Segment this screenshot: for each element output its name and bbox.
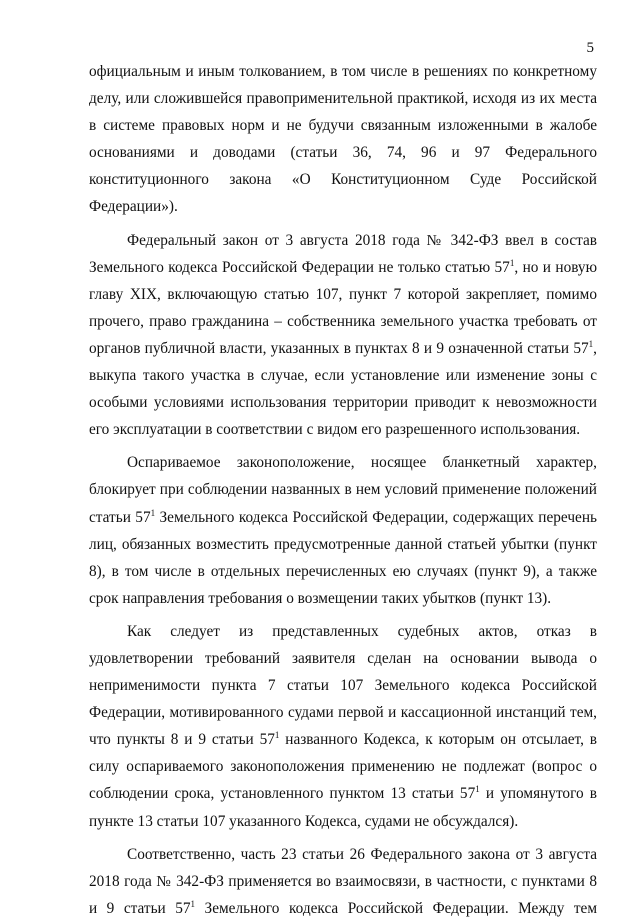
- text-line: Федеральный закон от 3 августа 2018 года № 342-ФЗ ввел в состав: [127, 231, 597, 249]
- text-line: срок направления требования о возмещении таких убытков (пункт 13).: [89, 589, 552, 607]
- text-line: статьи $57^1$ Земельного кодекса Российской Федерации, содержащих перечень: [89, 507, 597, 526]
- paragraph-p1: [89, 58, 597, 221]
- text-line: пункте 13 статьи 107 указанного Кодекса, судами не обсуждался).: [89, 812, 519, 830]
- text-line: блокирует при соблюдении названных в нем условий применение положений: [89, 481, 597, 499]
- text-line: лиц, обязанных возместить предусмотренные данной статьей убытки (пункт: [89, 535, 597, 553]
- page-number: 5: [586, 40, 594, 56]
- paragraph-p4: [89, 618, 597, 835]
- text-line: главу XIX, включающую статью 107, пункт 7 которой закрепляет, помимо: [89, 285, 597, 303]
- text-line: соблюдении срока, установленного пунктом 13 статьи $57^1$ и упомянутого в: [89, 784, 597, 803]
- text-line: выкупа такого участка в случае, если установление или изменение зоны с: [89, 367, 597, 385]
- text-line: Федерации, мотивированного судами первой и кассационной инстанций тем,: [89, 704, 597, 722]
- text-line: его эксплуатации в соответствии с видом его разрешенного использования.: [89, 421, 581, 439]
- text-line: особыми условиями использования территории приводит к невозможности: [89, 394, 597, 412]
- text-line: 2018 года № 342-ФЗ применяется во взаимосвязи, в частности, с пунктами 8: [89, 872, 597, 890]
- paragraph-p5: [89, 841, 597, 922]
- text-line: Земельного кодекса Российской Федерации не только статью $57^1$, но и новую: [89, 257, 597, 276]
- text-line: что пункты 8 и 9 статьи $57^1$ названного Кодекса, к которым он отсылает, в: [89, 730, 597, 749]
- text-line: официальным и иным толкованием, в том числе в решениях по конкретному: [89, 63, 597, 80]
- text-line: и 9 статьи $57^1$ Земельного кодекса Российской Федерации. Между тем: [89, 898, 598, 917]
- text-line: делу, или сложившейся правоприменительной практикой, исходя из их места: [89, 90, 597, 108]
- text-line: прочего, право гражданина – собственника земельного участка требовать от: [89, 312, 597, 330]
- document-body: [89, 58, 597, 922]
- text-line: силу оспариваемого законоположения применению не подлежат (вопрос о: [89, 758, 597, 776]
- text-line: в системе правовых норм и не будучи связанным изложенными в жалобе: [89, 117, 597, 135]
- paragraph-p3: [89, 449, 597, 612]
- text-line: 8), в том числе в отдельных перечисленных ею случаях (пункт 9), а также: [89, 562, 597, 580]
- text-line: удовлетворении требований заявителя сделан на основании вывода о: [89, 649, 597, 667]
- text-line: неприменимости пункта 7 статьи 107 Земельного кодекса Российской: [89, 677, 597, 695]
- text-line: Соответственно, часть 23 статьи 26 Федерального закона от 3 августа: [127, 845, 597, 863]
- text-line: Оспариваемое законоположение, носящее бланкетный характер,: [127, 454, 597, 472]
- paragraph-p2: [89, 227, 597, 444]
- text-line: Федерации»).: [89, 198, 178, 216]
- text-line: конституционного закона «О Конституционном Суде Российской: [89, 171, 597, 189]
- text-line: органов публичной власти, указанных в пунктах 8 и 9 означенной статьи $57^1$,: [89, 338, 597, 357]
- text-line: Как следует из представленных судебных актов, отказ в: [127, 622, 597, 640]
- text-line: основаниями и доводами (статьи 36, 74, 96 и 97 Федерального: [89, 144, 597, 162]
